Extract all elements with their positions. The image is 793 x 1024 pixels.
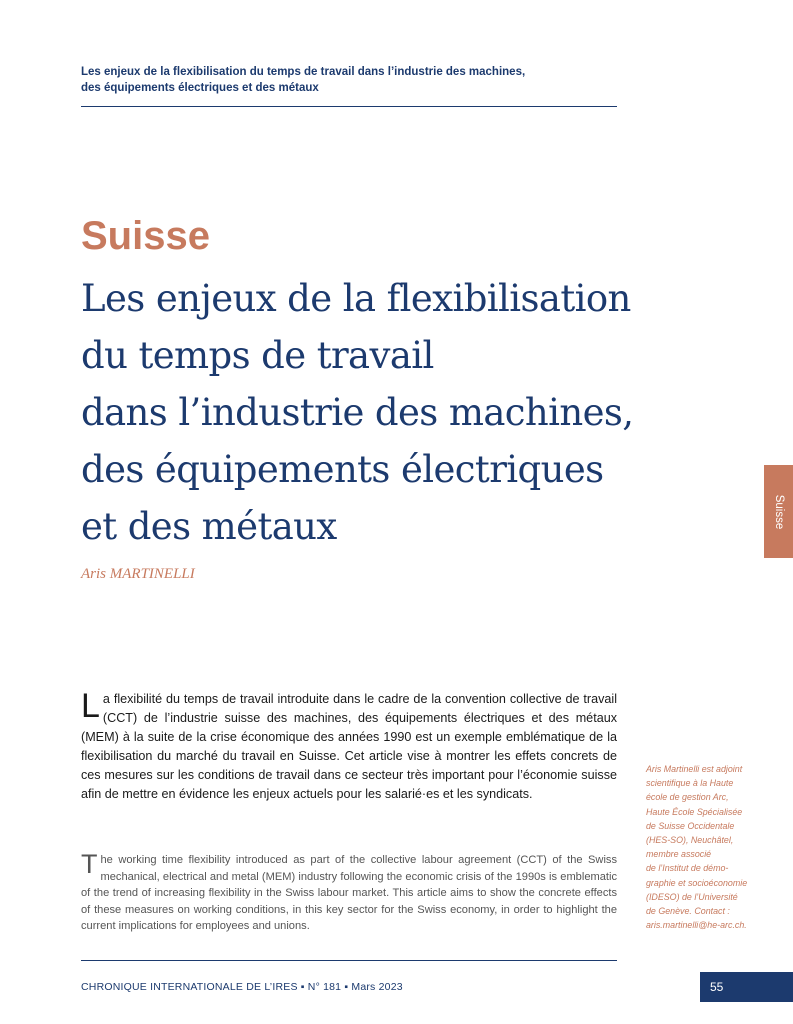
footer-divider (81, 960, 617, 961)
page-number: 55 (700, 972, 793, 1002)
author-note-line: de Genève. Contact : (646, 906, 730, 917)
author-note (646, 762, 766, 932)
author-note-line: aris.martinelli@he-arc.ch. (646, 920, 747, 931)
author-note-line: école de gestion Arc, (646, 792, 729, 803)
title-line: du temps de travail (81, 334, 434, 377)
author-name: Aris MARTINELLI (81, 566, 195, 582)
author-note-line: Haute École Spécialisée (646, 806, 743, 817)
author-note-line: graphie et socioéconomie (646, 877, 748, 888)
abstract-french-text: a flexibilité du temps de travail introduite dans le cadre de la convention collective de travail (CCT) de l’industrie suisse des machines, des équipements électriques et des métaux (MEM) à la suite de la crise économique des années 1990 est un exemple emblématique de la flexibilisation du marché du travail en Suisse. Cet article vise à montrer les effets concrets de ces mesures sur les conditions de travail dans ce secteur très important pour l’économie suisse afin de mettre en évidence les enjeux actuels pour les salarié·es et les syndicats. (81, 692, 617, 801)
section-side-tab (764, 465, 793, 558)
running-header (81, 64, 621, 96)
footer-journal: CHRONIQUE INTERNATIONALE DE L’IRES ▪ N° 181 ▪ Mars 2023 (81, 981, 403, 993)
header-divider (81, 106, 617, 107)
title-line: des équipements électriques (81, 448, 604, 491)
abstract-english-text: he working time flexibility introduced as part of the collective labour agreement (CCT) of the Swiss mechanical, electrical and metal (MEM) industry following the economic crisis of the 1990s is emblematic of the trend of increasing flexibility in the Swiss labour market. This article aims to show the concrete effects of these measures on working conditions, in this key sector for the Swiss economy, in order to highlight the current implications for employees and unions. (81, 854, 617, 932)
author-note-line: (HES-SO), Neuchâtel, (646, 835, 734, 846)
title-line: Les enjeux de la flexibilisation (81, 277, 631, 320)
author-note-line: (IDESO) de l’Université (646, 891, 738, 902)
author-note-line: membre associé (646, 849, 712, 860)
article-title (81, 270, 641, 555)
abstract-english (81, 849, 617, 935)
dropcap: T (81, 849, 98, 879)
dropcap: L (81, 687, 100, 725)
country-heading: Suisse (81, 214, 210, 258)
title-line: et des métaux (81, 505, 337, 548)
title-line: dans l’industrie des machines, (81, 391, 634, 434)
author-note-line: scientifique à la Haute (646, 778, 734, 789)
side-tab-label: Suisse (772, 494, 785, 529)
running-header-line-2: des équipements électriques et des métaux (81, 82, 319, 94)
author-note-line: de l’Institut de démo- (646, 863, 729, 874)
abstract-french (81, 687, 617, 804)
author-note-line: Aris Martinelli est adjoint (646, 764, 743, 774)
running-header-line-1: Les enjeux de la flexibilisation du temps de travail dans l’industrie des machines, (81, 66, 526, 78)
author-note-line: de Suisse Occidentale (646, 820, 735, 831)
